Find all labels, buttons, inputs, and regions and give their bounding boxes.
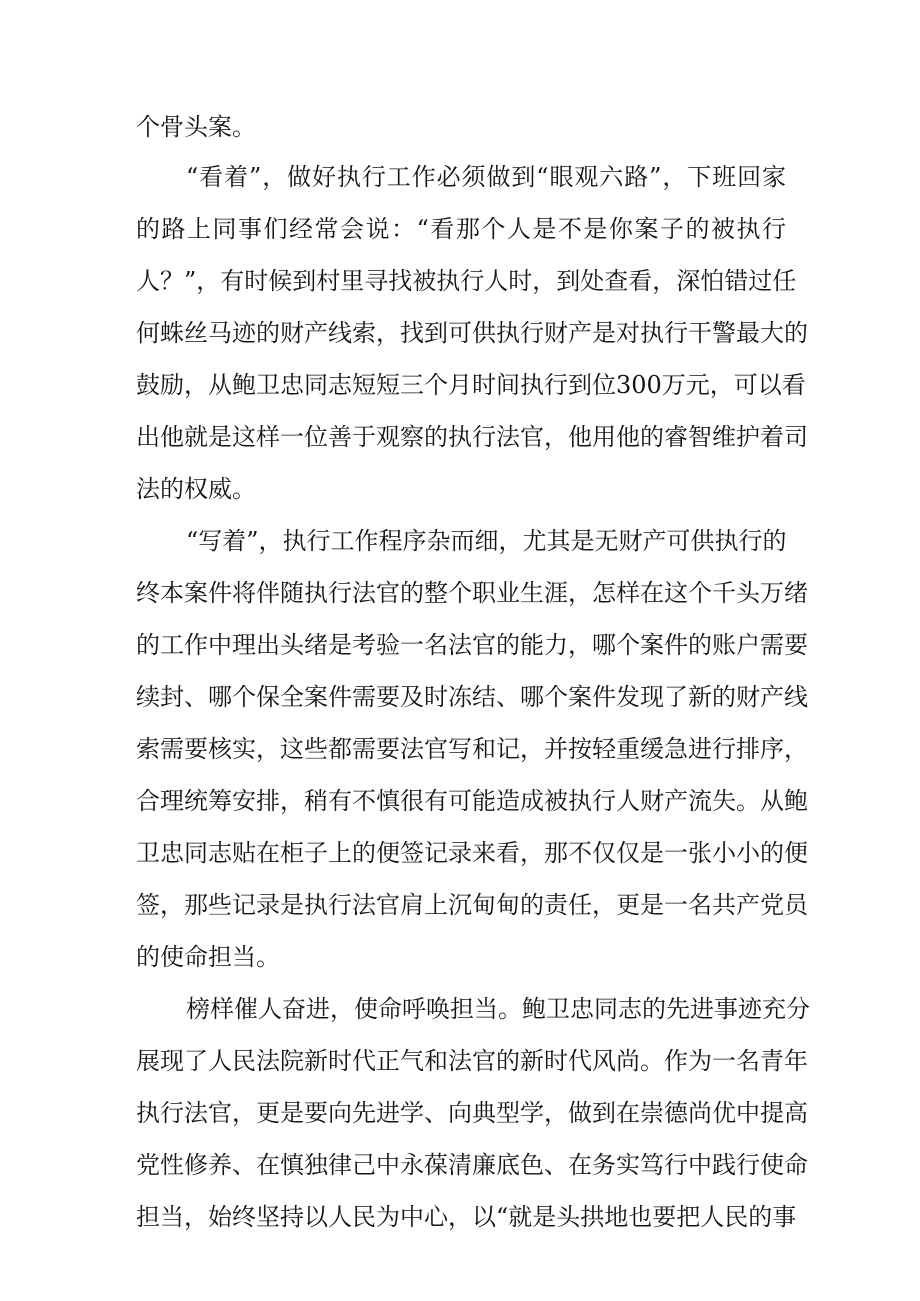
text-line: 何蛛丝马迹的财产线索，找到可供执行财产是对执行干警最大的 (136, 319, 808, 347)
text-line: 个骨头案。 (136, 113, 256, 141)
text-line: 的工作中理出头绪是考验一名法官的能力，哪个案件的账户需要 (136, 631, 808, 659)
text-line: 党性修养、在慎独律己中永葆清廉底色、在务实笃行中践行使命 (136, 1151, 808, 1179)
text-line: 鼓励，从鲍卫忠同志短短三个月时间执行到位300万元，可以看 (136, 371, 806, 399)
text-line: 索需要核实，这些都需要法官写和记，并按轻重缓急进行排序， (136, 735, 808, 763)
text-line: 续封、哪个保全案件需要及时冻结、哪个案件发现了新的财产线 (136, 683, 808, 711)
text-line: 出他就是这样一位善于观察的执行法官，他用他的睿智维护着司 (136, 423, 808, 451)
text-line: 的路上同事们经常会说：“看那个人是不是你案子的被执行 (136, 215, 786, 243)
text-line: 签，那些记录是执行法官肩上沉甸甸的责任，更是一名共产党员 (136, 891, 808, 919)
text-line: 终本案件将伴随执行法官的整个职业生涯，怎样在这个千头万绪 (136, 579, 808, 607)
text-line: 卫忠同志贴在柜子上的便签记录来看，那不仅仅是一张小小的便 (136, 839, 808, 867)
text-line: 的使命担当。 (136, 943, 280, 971)
text-line: “写着”，执行工作程序杂而细，尤其是无财产可供执行的 (186, 527, 787, 555)
text-line: 展现了人民法院新时代正气和法官的新时代风尚。作为一名青年 (136, 1047, 808, 1075)
text-line: 合理统筹安排，稍有不慎很有可能造成被执行人财产流失。从鲍 (136, 787, 808, 815)
text-line: 法的权威。 (136, 475, 256, 503)
text-line: 人？”，有时候到村里寻找被执行人时，到处查看，深怕错过任 (136, 267, 797, 295)
text-line: 担当，始终坚持以人民为中心，以“就是头拱地也要把人民的事 (136, 1203, 797, 1231)
text-line: “看着”，做好执行工作必须做到“眼观六路”，下班回家 (186, 163, 786, 191)
text-line: 榜样催人奋进，使命呼唤担当。鲍卫忠同志的先进事迹充分 (186, 995, 810, 1023)
text-line: 执行法官，更是要向先进学、向典型学，做到在崇德尚优中提高 (136, 1099, 808, 1127)
